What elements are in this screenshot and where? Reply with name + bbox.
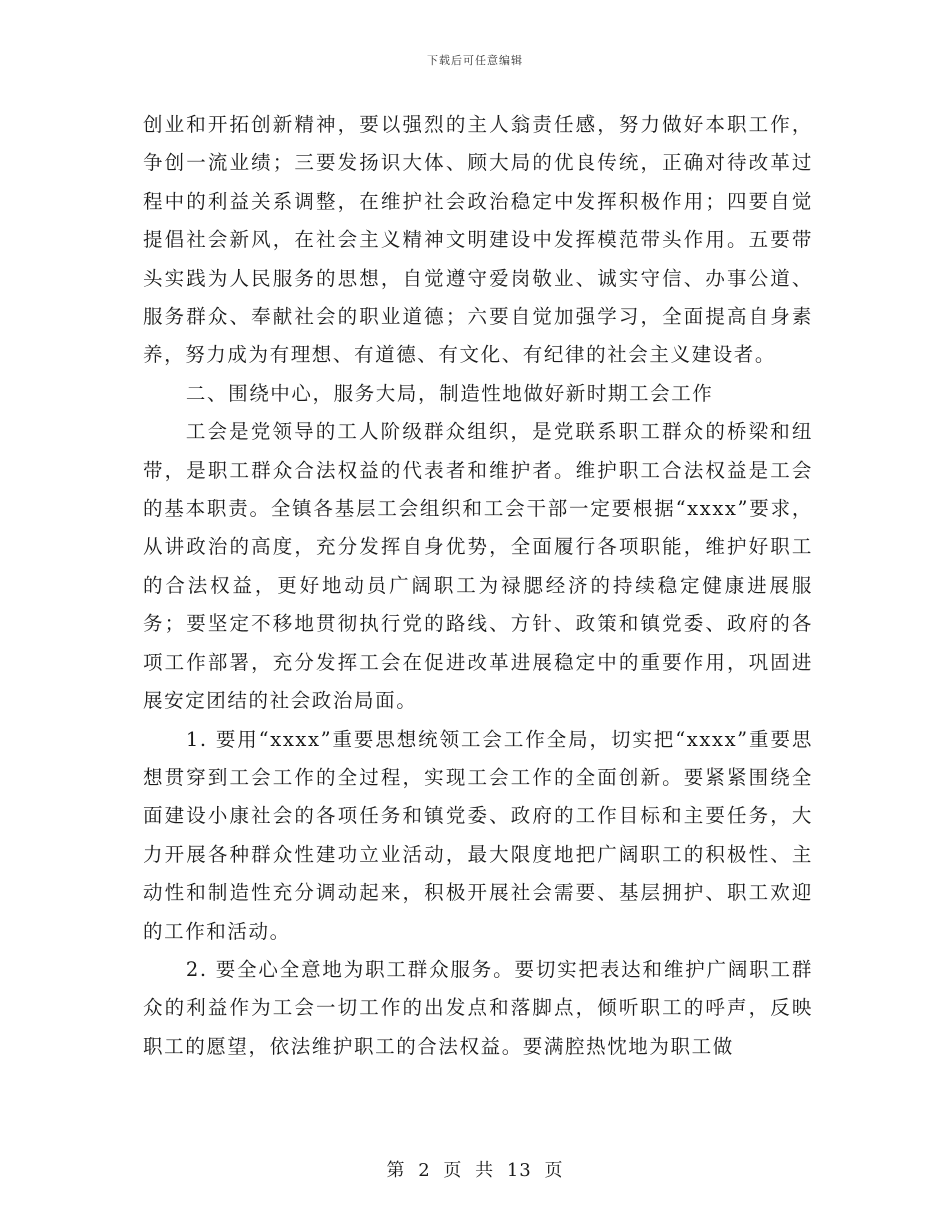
section-heading: 二、围绕中心，服务大局，制造性地做好新时期工会工作 — [185, 381, 714, 405]
page-header: 下载后可任意编辑 — [427, 54, 523, 67]
numbered-paragraph-2: 2. 要全心全意地为职工群众服务。要切实把表达和维护广阔职工群众的利益作为工会一切工作的出发点和落脚点，倾听职工的呼声，反映职工的愿望，依法维护职工的合法权益。要满腔热忱地为职工做 — [143, 957, 813, 1058]
page-number-footer: 第 2 页 共 13 页 — [386, 1160, 564, 1181]
body-paragraph-continued: 创业和开拓创新精神，要以强烈的主人翁责任感，努力做好本职工作，争创一流业绩；三要发扬识大体、顾大局的优良传统，正确对待改革过程中的利益关系调整，在维护社会政治稳定中发挥积极作用；四要自觉提倡社会新风，在社会主义精神文明建设中发挥模范带头作用。五要带头实践为人民服务的思想，自觉遵守爱岗敬业、诚实守信、办事公道、服务群众、奉献社会的职业道德；六要自觉加强学习，全面提高自身素养，努力成为有理想、有道德、有文化、有纪律的社会主义建设者。 — [143, 113, 813, 367]
document-body — [143, 106, 813, 1066]
numbered-paragraph-1: 1. 要用“xxxx”重要思想统领工会工作全局，切实把“xxxx”重要思想贯穿到工会工作的全过程，实现工会工作的全面创新。要紧紧围绕全面建设小康社会的各项任务和镇党委、政府的工作目标和主要任务，大力开展各种群众性建功立业活动，最大限度地把广阔职工的积极性、主动性和制造性充分调动起来，积极开展社会需要、基层拥护、职工欢迎的工作和活动。 — [143, 727, 813, 943]
body-paragraph: 工会是党领导的工人阶级群众组织，是党联系职工群众的桥梁和纽带，是职工群众合法权益的代表者和维护者。维护职工合法权益是工会的基本职责。全镇各基层工会组织和工会干部一定要根据“xxxx”要求，从讲政治的高度，充分发挥自身优势，全面履行各项职能，维护好职工的合法权益，更好地动员广阔职工为禄腮经济的持续稳定健康进展服务；要坚定不移地贯彻执行党的路线、方针、政策和镇党委、政府的各项工作部署，充分发挥工会在促进改革进展稳定中的重要作用，巩固进展安定团结的社会政治局面。 — [143, 420, 813, 713]
